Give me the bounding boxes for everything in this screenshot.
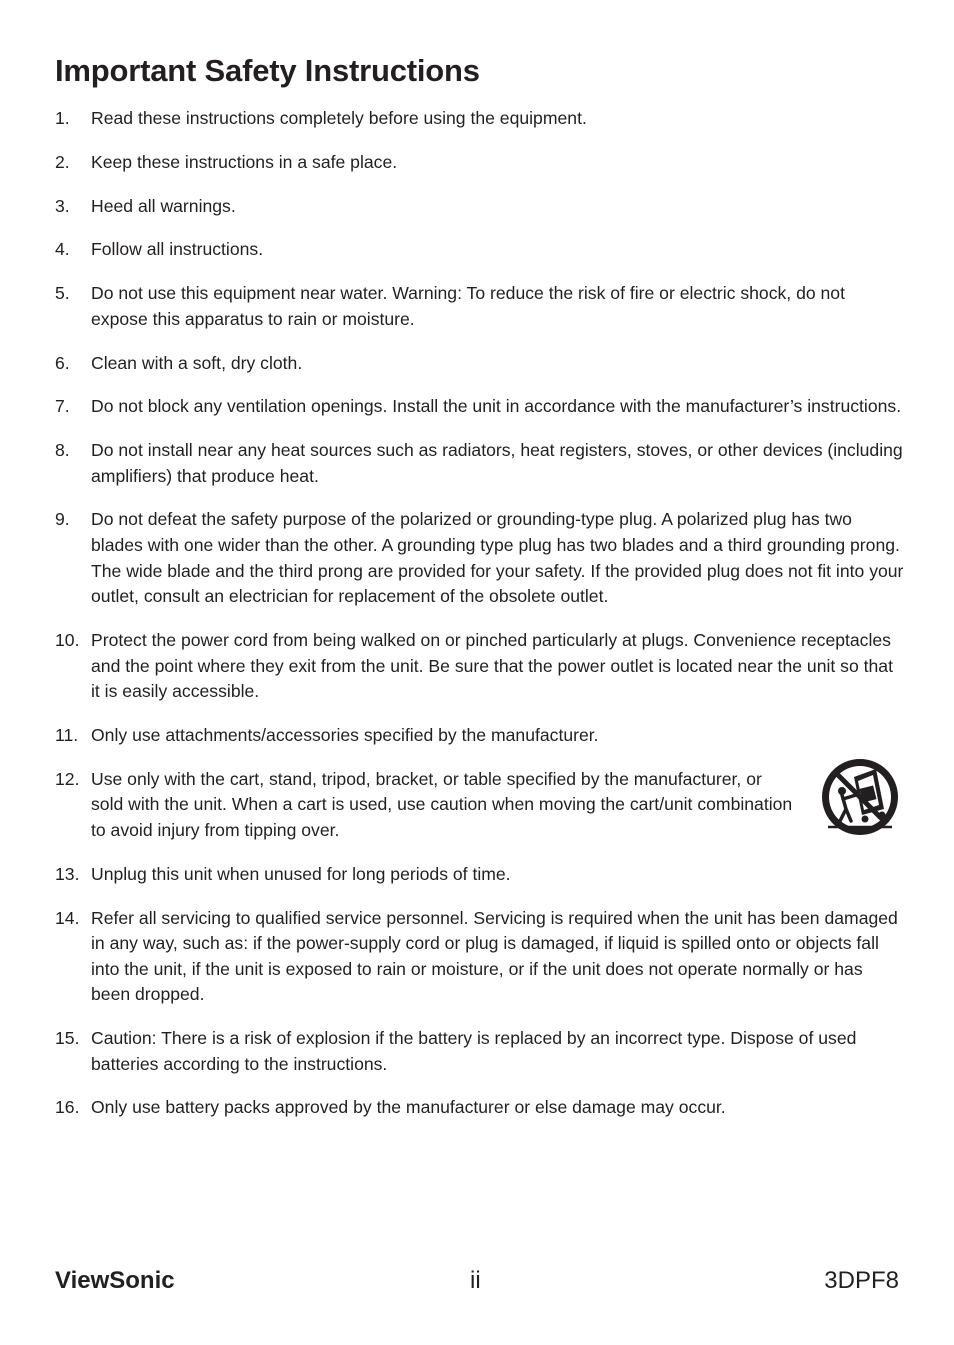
footer-brand: ViewSonic [55, 1267, 175, 1294]
item-number: 3. [55, 195, 70, 216]
item-text: Follow all instructions. [91, 239, 264, 260]
item-text: Do not install near any heat sources such as radiators, heat registers, stoves, or other devices (including amplifiers) that produce heat. [91, 440, 903, 486]
page-title: Important Safety Instructions [55, 53, 480, 88]
item-number: 11. [55, 724, 79, 745]
list-item [55, 507, 905, 609]
item-text: Use only with the cart, stand, tripod, bracket, or table specified by the manufacturer, or sold with the unit. When a cart is used, use caution when moving the cart/unit combination to avoid injury from tipping over. [91, 768, 793, 840]
list-item [55, 767, 905, 844]
item-text: Clean with a soft, dry cloth. [91, 352, 303, 373]
list-item [55, 906, 905, 1008]
item-text: Only use battery packs approved by the manufacturer or else damage may occur. [91, 1097, 726, 1118]
item-number: 4. [55, 239, 70, 260]
item-number: 7. [55, 396, 70, 417]
item-text: Caution: There is a risk of explosion if the battery is replaced by an incorrect type. Dispose of used batteries according to the instructions. [91, 1028, 857, 1074]
item-text: Only use attachments/accessories specified by the manufacturer. [91, 724, 599, 745]
list-item [55, 394, 905, 420]
item-number: 10. [55, 630, 80, 650]
item-text: Protect the power cord from being walked on or pinched particularly at plugs. Convenience receptacles and the point where they exit from the unit. Be sure that the power outlet is located near the unit so that it is easily accessible. [91, 630, 893, 702]
item-number: 13. [55, 863, 80, 884]
item-text: Do not use this equipment near water. Warning: To reduce the risk of fire or electric shock, do not expose this apparatus to rain or moisture. [91, 283, 845, 329]
item-number: 6. [55, 352, 70, 373]
list-item [55, 438, 905, 489]
item-number: 8. [55, 440, 70, 461]
item-number: 1. [55, 108, 70, 128]
list-item [55, 723, 905, 749]
item-number: 5. [55, 283, 70, 304]
list-item [55, 281, 905, 332]
item-number: 2. [55, 151, 70, 172]
item-text: Do not defeat the safety purpose of the polarized or grounding-type plug. A polarized plug has two blades with one wider than the other. A grounding type plug has two blades and a third grounding prong. The wide blade and the third prong are provided for your safety. If the provided plug does not fit into your outlet, consult an electrician for replacement of the obsolete outlet. [91, 509, 904, 607]
cart-tip-over-warning-icon [818, 755, 902, 839]
list-item [55, 1095, 905, 1121]
item-number: 14. [55, 907, 80, 928]
footer-page-number: ii [470, 1267, 481, 1294]
list-item [55, 237, 905, 263]
list-item [55, 194, 905, 220]
item-number: 16. [55, 1097, 80, 1118]
item-text: Heed all warnings. [91, 195, 236, 216]
item-number: 15. [55, 1028, 80, 1049]
list-item [55, 862, 905, 888]
item-text: Refer all servicing to qualified service personnel. Servicing is required when the unit has been damaged in any way, such as: if the power-supply cord or plug is damaged, if liquid is spilled onto or objects fall into the unit, if the unit is exposed to rain or moisture, or if the unit does not operate normally or has been dropped. [91, 907, 898, 1005]
item-text: Unplug this unit when unused for long periods of time. [91, 863, 511, 884]
safety-instructions-list [55, 106, 905, 1139]
footer-model: 3DPF8 [824, 1267, 899, 1294]
item-text: Keep these instructions in a safe place. [91, 151, 398, 172]
item-number: 9. [55, 509, 70, 530]
item-text: Do not block any ventilation openings. Install the unit in accordance with the manufacturer’s instructions. [91, 396, 902, 417]
list-item [55, 106, 905, 132]
list-item [55, 351, 905, 377]
list-item [55, 150, 905, 176]
list-item [55, 1026, 905, 1077]
item-text: Read these instructions completely before using the equipment. [91, 108, 587, 128]
list-item [55, 628, 905, 705]
item-number: 12. [55, 768, 80, 789]
